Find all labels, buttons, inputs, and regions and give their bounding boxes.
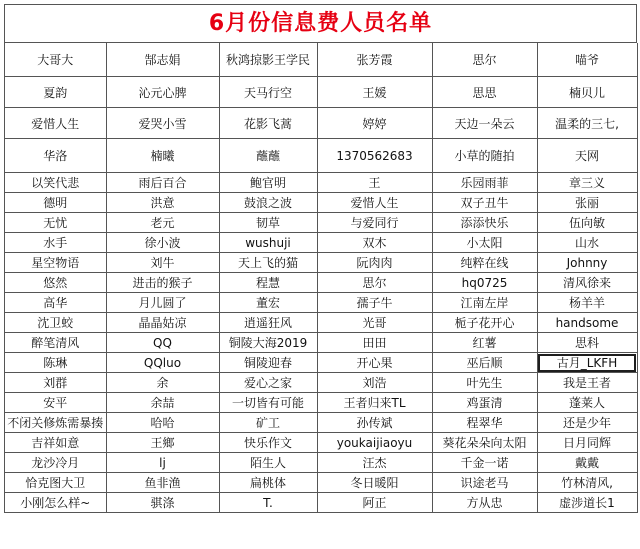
table-row: [5, 453, 637, 473]
table-cell[interactable]: 醉笔清风: [5, 333, 106, 353]
table-row: [5, 273, 637, 293]
table-row: [5, 373, 637, 393]
table-cell[interactable]: 刘浩: [317, 373, 432, 393]
table-cell[interactable]: 悠然: [5, 273, 106, 293]
table-cell[interactable]: 识途老马: [432, 473, 537, 493]
table-cell[interactable]: 陈琳: [5, 353, 106, 373]
table-cell[interactable]: 还是少年: [537, 413, 637, 433]
table-row: [5, 43, 637, 77]
table-cell[interactable]: 王鄉: [106, 433, 219, 453]
table-cell[interactable]: 骐涤: [106, 493, 219, 513]
table-row: [5, 213, 637, 233]
table-cell[interactable]: 王: [317, 173, 432, 193]
table-cell[interactable]: 添添快乐: [432, 213, 537, 233]
table-cell[interactable]: 思科: [537, 333, 637, 353]
table-cell[interactable]: 与爱同行: [317, 213, 432, 233]
table-cell[interactable]: 龙沙冷月: [5, 453, 106, 473]
table-cell[interactable]: 程慧: [219, 273, 317, 293]
table-cell[interactable]: 楠曦: [106, 139, 219, 173]
table-cell[interactable]: 喵爷: [537, 43, 637, 77]
table-row: [5, 313, 637, 333]
table-cell[interactable]: Johnny: [537, 253, 637, 273]
table-row: [5, 493, 637, 513]
table-cell[interactable]: 爱心之家: [219, 373, 317, 393]
table-cell[interactable]: 沁元心脾: [106, 77, 219, 108]
table-cell[interactable]: 小太阳: [432, 233, 537, 253]
table-cell[interactable]: 洪意: [106, 193, 219, 213]
table-row: [5, 77, 637, 108]
table-cell[interactable]: 张丽: [537, 193, 637, 213]
sheet-title: 6月份信息费人员名单: [5, 5, 637, 43]
table-row: [5, 333, 637, 353]
table-cell[interactable]: 杨羊羊: [537, 293, 637, 313]
table-cell[interactable]: 雨后百合: [106, 173, 219, 193]
table-cell[interactable]: 沈卫蛟: [5, 313, 106, 333]
table-cell[interactable]: 夏韵: [5, 77, 106, 108]
table-cell[interactable]: 巫后顺: [432, 353, 537, 373]
table-cell[interactable]: 陌生人: [219, 453, 317, 473]
table-cell[interactable]: QQ: [106, 333, 219, 353]
table-cell[interactable]: 水手: [5, 233, 106, 253]
table-cell[interactable]: 韧草: [219, 213, 317, 233]
table-cell[interactable]: 余: [106, 373, 219, 393]
table-cell[interactable]: 双木: [317, 233, 432, 253]
table-cell[interactable]: 天上飞的猫: [219, 253, 317, 273]
table-cell[interactable]: 刘牛: [106, 253, 219, 273]
table-cell[interactable]: 1370562683: [317, 139, 432, 173]
table-cell[interactable]: 快乐作文: [219, 433, 317, 453]
table-cell[interactable]: 叶先生: [432, 373, 537, 393]
table-cell[interactable]: 郜志娟: [106, 43, 219, 77]
table-cell[interactable]: 开心果: [317, 353, 432, 373]
spreadsheet: [4, 4, 637, 513]
table-row: [5, 473, 637, 493]
table-cell[interactable]: 小刚怎么样~: [5, 493, 106, 513]
table-cell[interactable]: 恰克图大卫: [5, 473, 106, 493]
table-cell[interactable]: 清风徐来: [537, 273, 637, 293]
table-cell[interactable]: 刘群: [5, 373, 106, 393]
table-row: [5, 253, 637, 273]
table-cell[interactable]: 乐园雨菲: [432, 173, 537, 193]
table-cell[interactable]: 日月同辉: [537, 433, 637, 453]
table-cell[interactable]: 爱惜人生: [5, 108, 106, 139]
table-cell[interactable]: 孙传斌: [317, 413, 432, 433]
table-cell[interactable]: 铜陵大海2019: [219, 333, 317, 353]
table-cell[interactable]: 不闭关修炼需暴揍: [5, 413, 106, 433]
table-cell[interactable]: wushuji: [219, 233, 317, 253]
table-cell[interactable]: 德明: [5, 193, 106, 213]
table-cell[interactable]: 高华: [5, 293, 106, 313]
table-cell[interactable]: 温柔的三七,: [537, 108, 637, 139]
table-cell[interactable]: 古月_LKFH: [537, 353, 637, 373]
table-cell[interactable]: 红薯: [432, 333, 537, 353]
table-row: [5, 173, 637, 193]
table-cell[interactable]: 思尔: [317, 273, 432, 293]
table-cell[interactable]: 晶晶姑凉: [106, 313, 219, 333]
table-cell[interactable]: 一切皆有可能: [219, 393, 317, 413]
table-cell[interactable]: 老元: [106, 213, 219, 233]
table-cell[interactable]: 阮肉肉: [317, 253, 432, 273]
table-cell[interactable]: 矿工: [219, 413, 317, 433]
table-cell[interactable]: 鲍官明: [219, 173, 317, 193]
table-cell[interactable]: 爱哭小雪: [106, 108, 219, 139]
table-cell[interactable]: QQluo: [106, 353, 219, 373]
table-cell[interactable]: lj: [106, 453, 219, 473]
table-cell[interactable]: 程翠华: [432, 413, 537, 433]
table-cell[interactable]: 冬日暖阳: [317, 473, 432, 493]
table-cell[interactable]: 鸡蛋清: [432, 393, 537, 413]
table-cell[interactable]: 孺子牛: [317, 293, 432, 313]
table-cell[interactable]: 汪杰: [317, 453, 432, 473]
table-cell[interactable]: 阿正: [317, 493, 432, 513]
table-cell[interactable]: 鼓浪之波: [219, 193, 317, 213]
name-table: [5, 43, 638, 513]
table-cell[interactable]: 光哥: [317, 313, 432, 333]
table-cell[interactable]: 无忧: [5, 213, 106, 233]
table-row: [5, 233, 637, 253]
name-table-body: [5, 43, 637, 513]
table-cell[interactable]: 小草的随拍: [432, 139, 537, 173]
table-cell[interactable]: 天马行空: [219, 77, 317, 108]
table-cell[interactable]: 以笑代悲: [5, 173, 106, 193]
table-cell[interactable]: 进击的猴子: [106, 273, 219, 293]
table-cell[interactable]: 竹林清风,: [537, 473, 637, 493]
table-cell[interactable]: 徐小波: [106, 233, 219, 253]
table-cell[interactable]: 王者归来TL: [317, 393, 432, 413]
table-row: [5, 108, 637, 139]
table-cell[interactable]: 田田: [317, 333, 432, 353]
table-row: [5, 293, 637, 313]
table-cell[interactable]: 纯粹在线: [432, 253, 537, 273]
table-cell[interactable]: 逍遥狂风: [219, 313, 317, 333]
table-cell[interactable]: 山水: [537, 233, 637, 253]
table-row: [5, 433, 637, 453]
table-cell[interactable]: 蘸蘸: [219, 139, 317, 173]
table-cell[interactable]: 思思: [432, 77, 537, 108]
table-cell[interactable]: T.: [219, 493, 317, 513]
table-cell[interactable]: 方从忠: [432, 493, 537, 513]
table-cell[interactable]: 天边一朵云: [432, 108, 537, 139]
table-cell[interactable]: 思尔: [432, 43, 537, 77]
table-cell[interactable]: 大哥大: [5, 43, 106, 77]
table-cell[interactable]: 哈哈: [106, 413, 219, 433]
table-cell[interactable]: 扁桃体: [219, 473, 317, 493]
table-cell[interactable]: 爱惜人生: [317, 193, 432, 213]
table-cell[interactable]: 双子丑牛: [432, 193, 537, 213]
table-row: [5, 193, 637, 213]
table-cell[interactable]: 月儿圆了: [106, 293, 219, 313]
table-cell[interactable]: 王媛: [317, 77, 432, 108]
table-cell[interactable]: 鱼非渔: [106, 473, 219, 493]
table-cell[interactable]: 江南左岸: [432, 293, 537, 313]
table-cell[interactable]: 铜陵迎春: [219, 353, 317, 373]
table-cell[interactable]: 我是王者: [537, 373, 637, 393]
table-row: [5, 393, 637, 413]
table-cell[interactable]: 伍向敏: [537, 213, 637, 233]
table-cell[interactable]: handsome: [537, 313, 637, 333]
table-cell[interactable]: 安平: [5, 393, 106, 413]
table-cell[interactable]: 吉祥如意: [5, 433, 106, 453]
table-cell[interactable]: 天网: [537, 139, 637, 173]
table-cell[interactable]: 华洛: [5, 139, 106, 173]
table-row: [5, 139, 637, 173]
table-cell[interactable]: 栀子花开心: [432, 313, 537, 333]
table-cell[interactable]: 楠贝儿: [537, 77, 637, 108]
table-cell[interactable]: 秋鸿掠影王学民: [219, 43, 317, 77]
table-cell[interactable]: 花影飞蒿: [219, 108, 317, 139]
table-cell[interactable]: youkaijiaoyu: [317, 433, 432, 453]
table-cell[interactable]: hq0725: [432, 273, 537, 293]
table-cell[interactable]: 戴戴: [537, 453, 637, 473]
table-cell[interactable]: 婷婷: [317, 108, 432, 139]
table-cell[interactable]: 星空物语: [5, 253, 106, 273]
table-cell[interactable]: 章三义: [537, 173, 637, 193]
table-cell[interactable]: 蓬莱人: [537, 393, 637, 413]
table-cell[interactable]: 余喆: [106, 393, 219, 413]
table-cell[interactable]: 张芳霞: [317, 43, 432, 77]
table-row: [5, 413, 637, 433]
table-cell[interactable]: 董宏: [219, 293, 317, 313]
table-row: [5, 353, 637, 373]
table-cell[interactable]: 葵花朵朵向太阳: [432, 433, 537, 453]
table-cell[interactable]: 千金一诺: [432, 453, 537, 473]
table-cell[interactable]: 虚涉道长1: [537, 493, 637, 513]
